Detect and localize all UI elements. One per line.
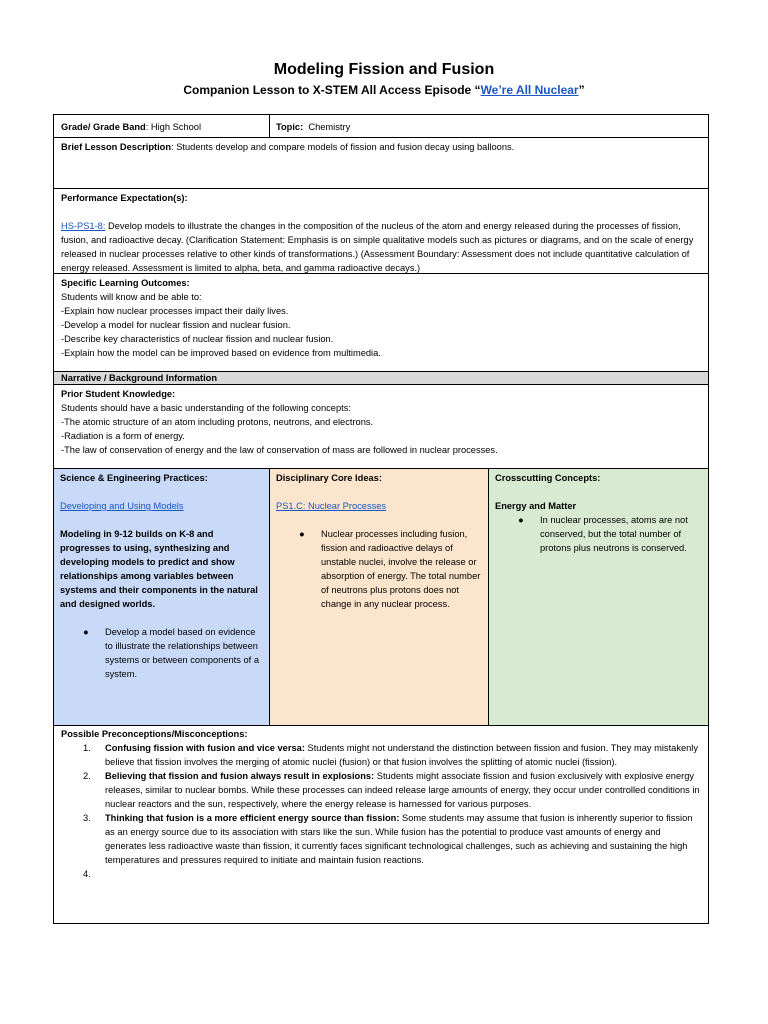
misconception-text: Students might not understand the distinction between fission and fusion. They may mistakenly believe that fission involves the merging of atomic nuclei (fusion) or that fusion involves the splitting of atomic nuclei (fission). — [105, 743, 699, 767]
brief-text: : Students develop and compare models of fission and fusion decay using balloons. — [171, 142, 515, 152]
misconception-title: Believing that fission and fusion always result in explosions: — [105, 771, 375, 781]
core-ideas-bullet — [276, 527, 482, 611]
practices-heading: Science & Engineering Practices: — [60, 473, 208, 483]
practices-description: Modeling in 9-12 builds on K-8 and progresses to using, synthesizing and developing models to predict and show relationships among variables between systems and their components in the natural and designed worlds. — [60, 529, 258, 609]
brief-description-row — [54, 138, 708, 189]
outcome-line: -Develop a model for nuclear fission and nuclear fusion. — [61, 320, 291, 330]
narrative-heading-bar — [54, 372, 708, 385]
misconception-number: 3. — [83, 813, 91, 823]
topic-value: Chemistry — [308, 122, 351, 132]
misconceptions-row — [54, 726, 708, 923]
narrative-heading: Narrative / Background Information — [61, 373, 218, 383]
crosscutting-bullet-text: In nuclear processes, atoms are not conserved, but the total number of protons plus neutrons is conserved. — [540, 515, 688, 553]
core-ideas-column — [270, 469, 489, 725]
practices-column — [54, 469, 270, 725]
outcome-line: Students will know and be able to: — [61, 292, 202, 302]
core-ideas-link[interactable]: PS1.C: Nuclear Processes — [276, 501, 387, 511]
outcomes-label: Specific Learning Outcomes: — [61, 278, 190, 288]
performance-label: Performance Expectation(s): — [61, 193, 188, 203]
misconceptions-heading: Possible Preconceptions/Misconceptions: — [61, 729, 248, 739]
core-ideas-block — [276, 471, 482, 611]
misconception-title: Confusing fission with fusion and vice versa: — [105, 743, 305, 753]
outcome-line: -Explain how the model can be improved based on evidence from multimedia. — [61, 348, 381, 358]
practices-link[interactable]: Developing and Using Models — [60, 501, 184, 511]
grade-label: Grade/ Grade Band — [61, 122, 146, 132]
subtitle-suffix: ” — [578, 83, 585, 97]
misconception-item — [61, 741, 701, 769]
brief-description — [61, 140, 701, 154]
page-title: Modeling Fission and Fusion — [273, 61, 495, 78]
prior-knowledge-line: -Radiation is a form of energy. — [61, 431, 185, 441]
grade-value: : High School — [145, 122, 202, 132]
performance-block — [61, 191, 702, 275]
bullet-icon: ● — [299, 529, 305, 539]
prior-knowledge-line: -The atomic structure of an atom including protons, neutrons, and electrons. — [61, 417, 374, 427]
misconception-text: Some students may assume that fusion is inherently superior to fission as an energy source due to its association with stars like the sun. While fusion has the potential to produce vast amounts of energy and generates less radioactive waste than fission, it currently faces significant technological challenges, such as achieving and sustaining the high temperatures and pressures required to initiate and maintain fusion reactions. — [105, 813, 693, 865]
subtitle-prefix: Companion Lesson to X-STEM All Access Episode “ — [183, 83, 481, 97]
crosscutting-column — [489, 469, 708, 725]
misconception-title: Thinking that fusion is a more efficient energy source than fission: — [105, 813, 400, 823]
misconception-number: 1. — [83, 743, 91, 753]
episode-link[interactable]: We’re All Nuclear — [480, 83, 579, 97]
misconceptions-block — [61, 727, 701, 879]
grade-cell — [61, 120, 201, 134]
practices-block — [60, 471, 261, 681]
page-subtitle — [0, 83, 768, 97]
prior-knowledge-row — [54, 385, 708, 469]
misconception-number: 2. — [83, 771, 91, 781]
crosscutting-bullet — [495, 513, 704, 555]
outcome-line: -Explain how nuclear processes impact their daily lives. — [61, 306, 289, 316]
crosscutting-heading: Crosscutting Concepts: — [495, 473, 601, 483]
bullet-icon: ● — [518, 515, 524, 525]
prior-knowledge-line: -The law of conservation of energy and the law of conservation of mass are followed in nuclear processes. — [61, 445, 498, 455]
misconception-item — [61, 769, 701, 811]
brief-label: Brief Lesson Description — [61, 142, 172, 152]
prior-knowledge-line: Students should have a basic understanding of the following concepts: — [61, 403, 351, 413]
hs-ps1-8-link[interactable]: HS-PS1-8: — [61, 221, 106, 231]
bullet-icon: ● — [83, 627, 89, 637]
performance-text — [61, 219, 702, 275]
grade-topic-divider — [269, 115, 270, 138]
lesson-table — [53, 114, 709, 924]
prior-knowledge-label: Prior Student Knowledge: — [61, 389, 176, 399]
core-ideas-bullet-text: Nuclear processes including fusion, fission and radioactive delays of unstable nuclei, involve the release or absorption of energy. The total number of neutrons plus protons does not change in any nuclear process. — [321, 529, 481, 609]
outcome-line: -Describe key characteristics of nuclear fission and nuclear fusion. — [61, 334, 334, 344]
performance-description: Develop models to illustrate the changes in the composition of the nucleus of the atom and energy released during the processes of fission, fusion, and radioactive decay. (Clarification Statement: Emphasis is on simple qualitative models such as pictures or diagrams, and on the scale of energy released in nuclear processes relative to other kinds of transformations.) (Assessment Boundary: Assessment does not include quantitative calculation of energy released. Assessment is limited to alpha, beta, and gamma radioactive decays.) — [61, 221, 694, 273]
misconception-number: 4. — [83, 869, 91, 879]
outcomes-block — [61, 276, 701, 360]
crosscutting-block — [495, 471, 704, 555]
grade-topic-row — [54, 115, 708, 138]
misconceptions-list — [61, 741, 701, 879]
prior-knowledge-block — [61, 387, 701, 457]
misconception-item — [61, 811, 701, 867]
misconception-text: Students might associate fission and fusion exclusively with explosive energy releases, similar to nuclear bombs. While these processes can indeed release large amounts of energy, they occur under controlled conditions in nuclear reactors and the sun, respectively, where the energy release is harnessed for various purposes. — [105, 771, 700, 809]
core-ideas-heading: Disciplinary Core Ideas: — [276, 473, 382, 483]
performance-row — [54, 189, 708, 274]
topic-cell — [276, 120, 350, 134]
crosscutting-subheading: Energy and Matter — [495, 501, 577, 511]
topic-label: Topic: — [276, 122, 304, 132]
outcomes-row — [54, 274, 708, 372]
practices-bullet-text: Develop a model based on evidence to illustrate the relationships between systems or between components of a system. — [105, 627, 259, 679]
practices-bullet — [60, 625, 261, 681]
standards-columns — [54, 469, 708, 726]
